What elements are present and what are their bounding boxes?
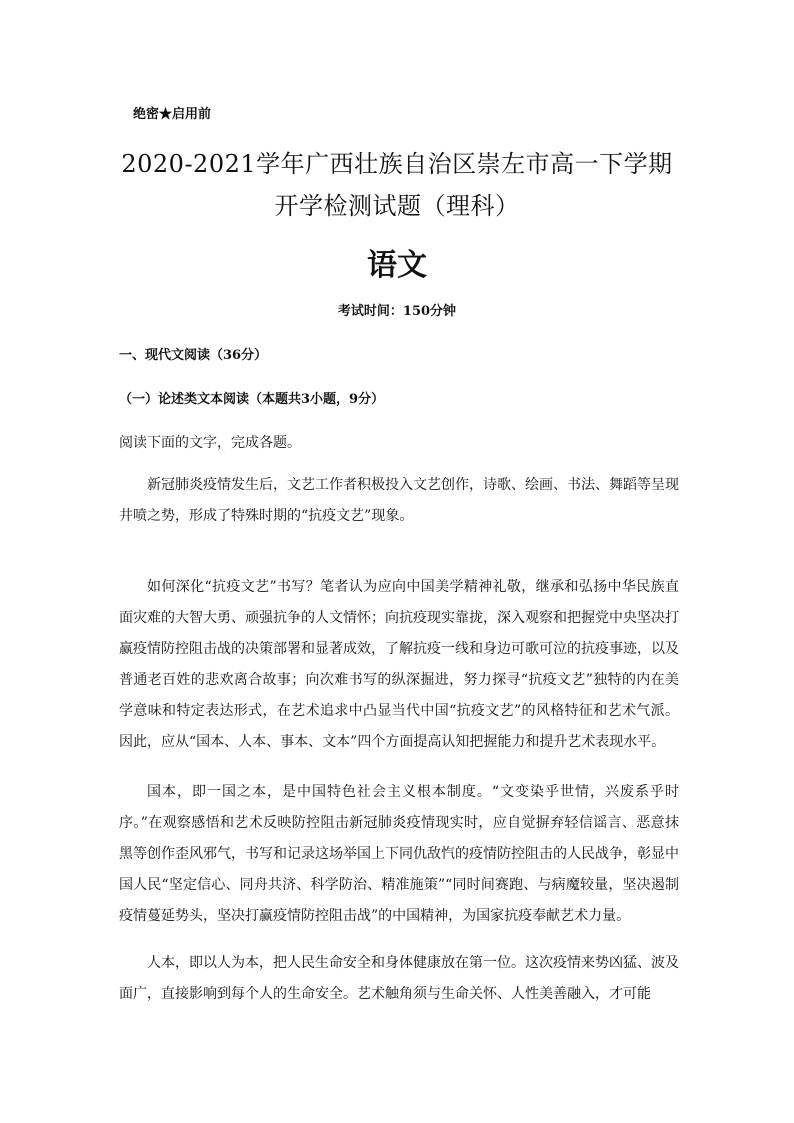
secret-mark: 绝密★启用前 [133, 107, 212, 122]
exam-time: 考试时间：150分钟 [337, 304, 457, 319]
paragraph-1: 新冠肺炎疫情发生后，文艺工作者积极投入文艺创作，诗歌、绘画、书法、舞蹈等呈现井喷之势，形成了特殊时期的“抗疫文艺”现象。 [119, 477, 679, 524]
paragraph-3: 国本，即一国之本，是中国特色社会主义根本制度。“文变染乎世情，兴废系乎时序。”在观察感悟和艺术反映防控阻击新冠肺炎疫情现实时，应自觉摒弃轻信谣言、恶意抹黑等创作歪风邪气，书写和记录这场举国上下同仇敌忾的疫情防控阻击的人民战争，彰显中国人民“坚定信心、同舟共济、科学防治、精准施策”“同时间赛跑、与病魔较量，坚决遏制疫情蔓延势头，坚决打赢疫情防控阻击战”的中国精神，为国家抗疫奉献艺术力量。 [119, 784, 679, 924]
paragraph-4: 人本，即以人为本，把人民生命安全和身体健康放在第一位。这次疫情来势凶猛、波及面广，直接影响到每个人的生命安全。艺术触角须与生命关怀、人性美善融入，才可能 [119, 955, 679, 1002]
document-title-line1: 2020-2021学年广西壮族自治区崇左市高一下学期 [121, 150, 673, 178]
subsection-heading-argumentative: （一）论述类文本阅读（本题共3小题，9分） [119, 392, 385, 407]
paragraph-2: 如何深化“抗疫文艺”书写？笔者认为应向中国美学精神礼敬，继承和弘扬中华民族直面灾难的大智大勇、顽强抗争的人文情怀；向抗疫现实靠拢，深入观察和把握党中央坚决打赢疫情防控阻击战的决策部署和显著成效，了解抗疫一线和身边可歌可泣的抗疫事迹，以及普通老百姓的悲欢离合故事；向次难书写的纵深掘进，努力探寻“抗疫文艺”独特的内在美学意味和特定表达形式，在艺术追求中凸显当代中国“抗疫文艺”的风格特征和艺术气派。因此，应从“国本、人本、事本、文本”四个方面提高认知把握能力和提升艺术表现水平。 [119, 579, 679, 750]
reading-instruction: 阅读下面的文字，完成各题。 [119, 435, 301, 451]
subject-heading: 语文 [367, 248, 427, 283]
section-heading-modern-reading: 一、现代文阅读（36分） [119, 348, 268, 363]
document-title-line2: 开学检测试题（理科） [274, 192, 520, 220]
